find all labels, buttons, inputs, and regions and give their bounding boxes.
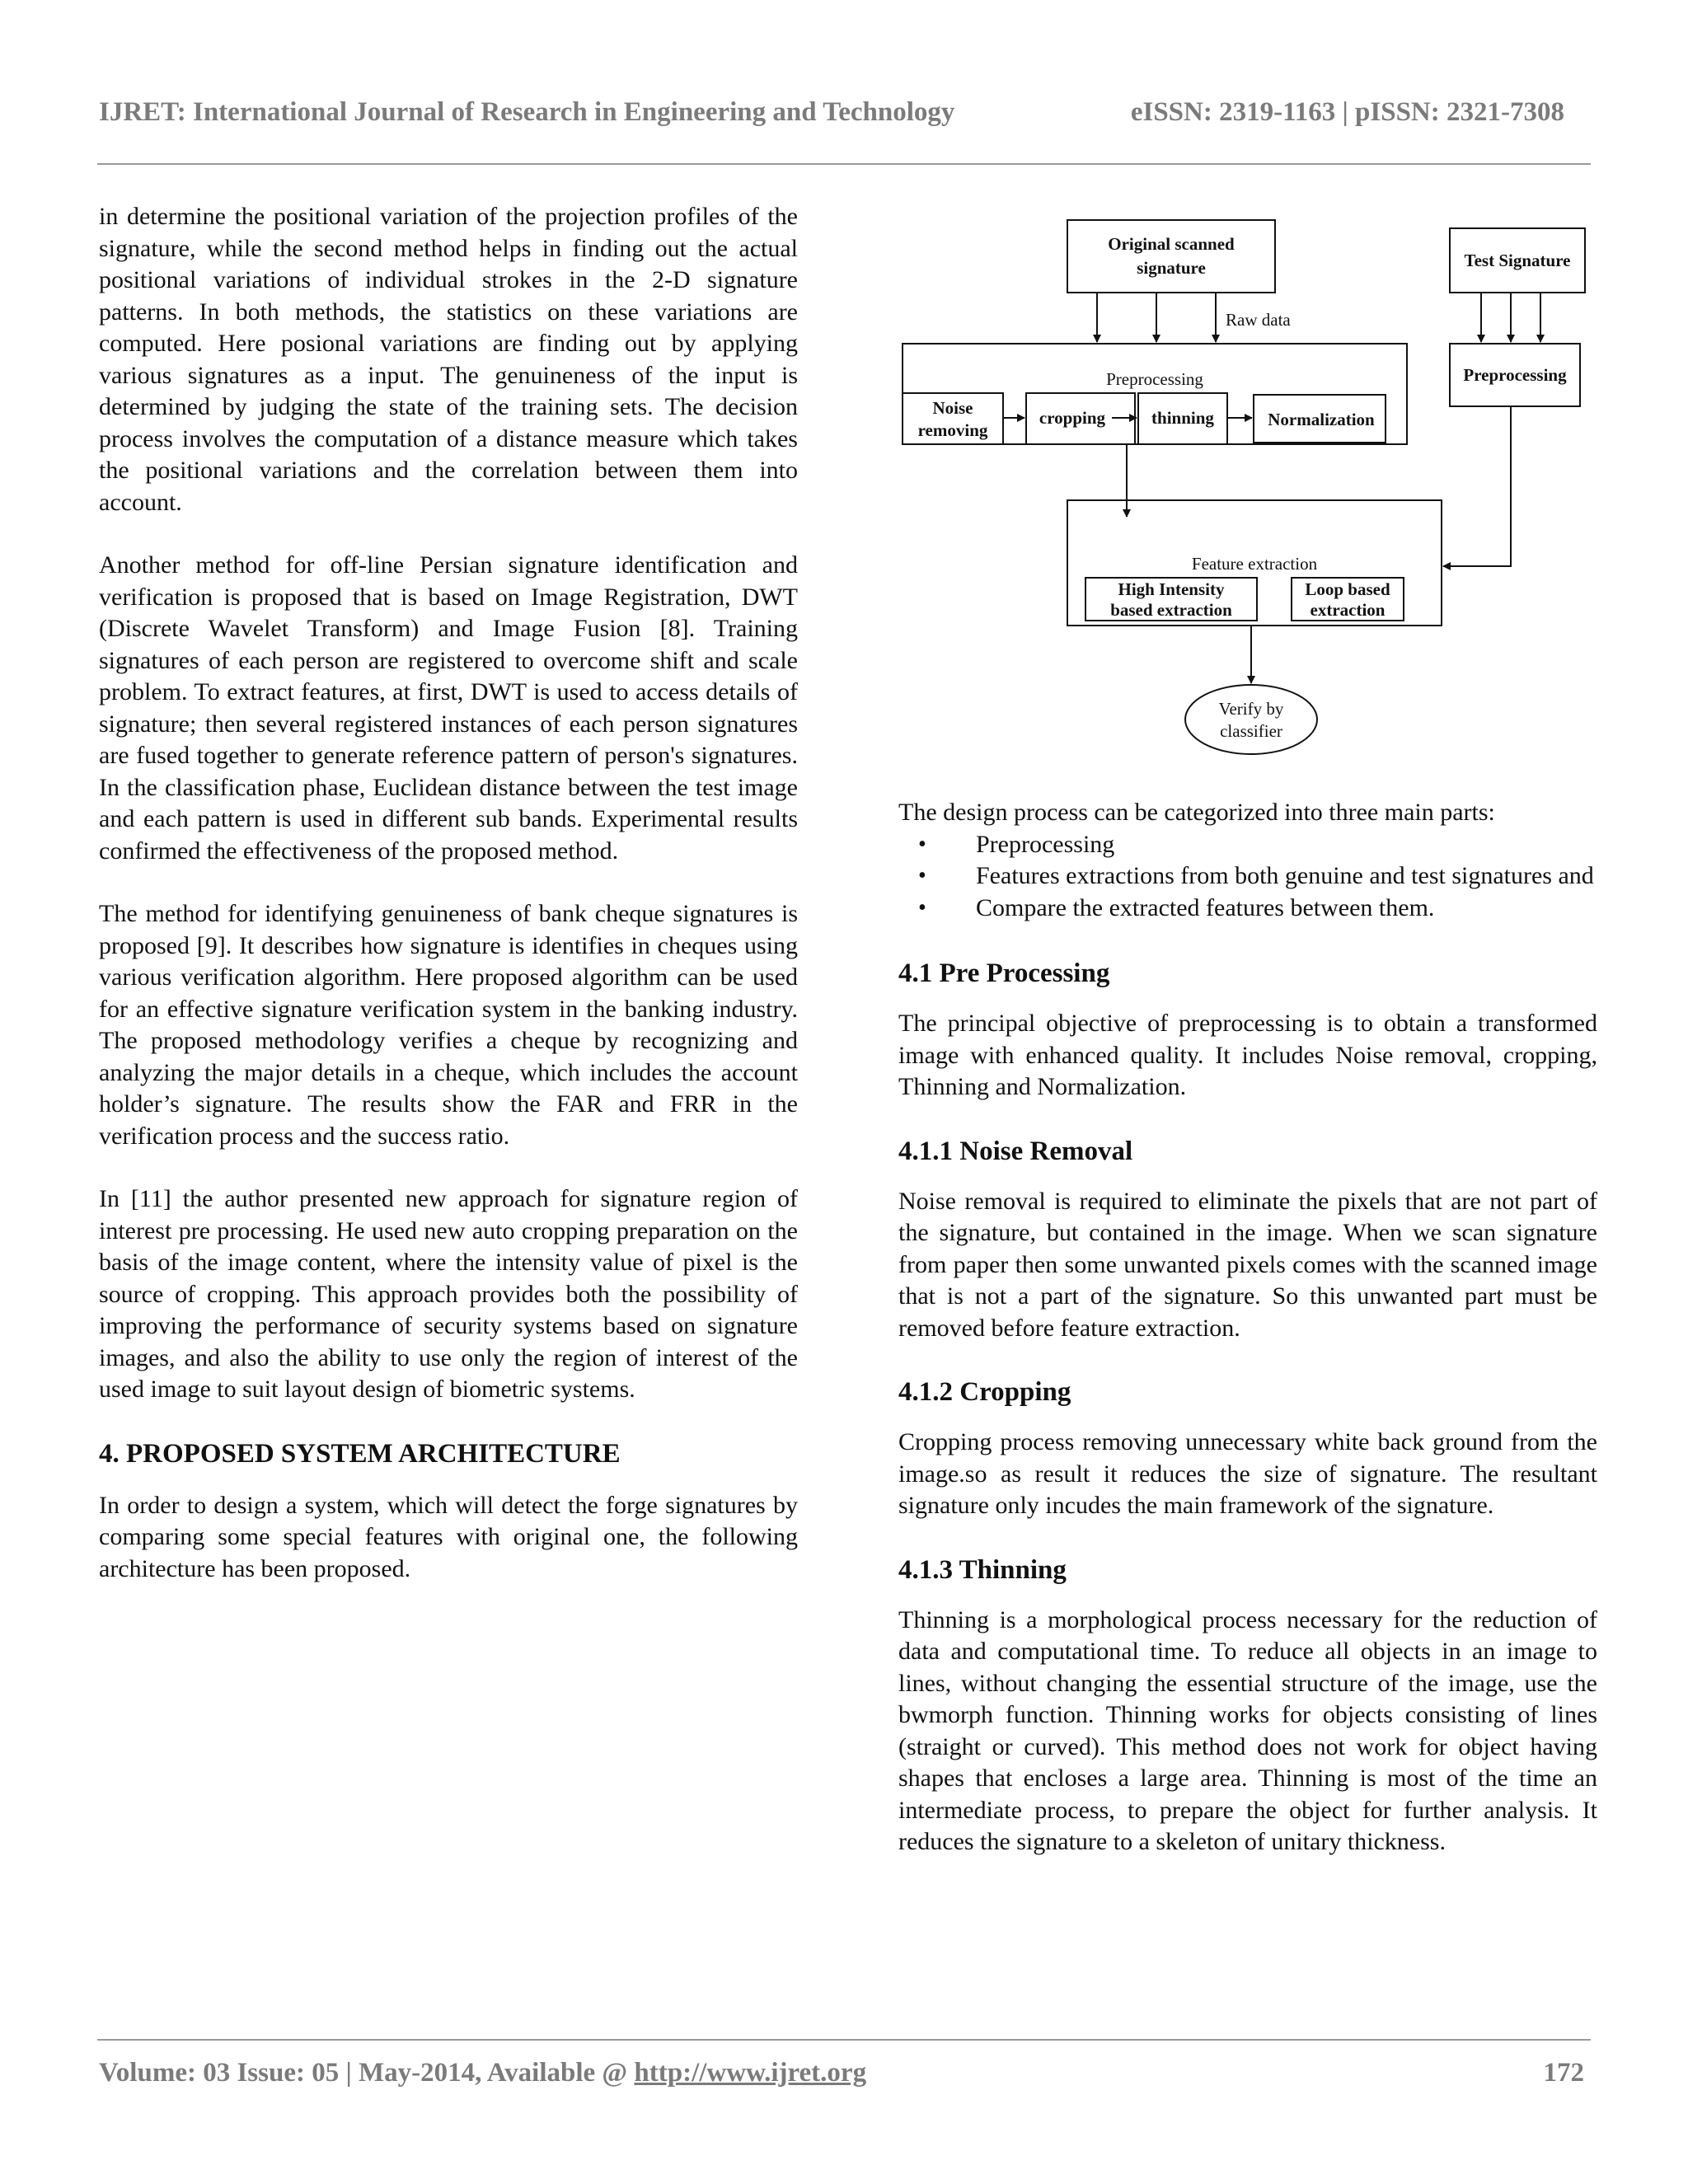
paragraph: The method for identifying genuineness of bank cheque signatures is proposed [9]. It describes how signature is identifies in cheques using various verification algorithm. Here proposed algorithm can be used for an effective signature verification system in the banking industry. The proposed methodology verifies a cheque by recognizing and analyzing the major details in a cheque, which includes the account holder’s signature. The results show the FAR and FRR in the verification process and the success ratio. [99, 900, 798, 1150]
right-column [898, 797, 1597, 1890]
subsection-heading: 4.1.1 Noise Removal [898, 1136, 1133, 1166]
footer-divider [97, 2039, 1591, 2041]
bullet-list [898, 829, 1597, 925]
paragraph: The principal objective of preprocessing is to obtain a transformed image with enhanced quality. It includes Noise removal, cropping, Thinning and Normalization. [898, 1010, 1597, 1100]
header-divider [97, 163, 1591, 165]
list-item: • Preprocessing [898, 829, 1597, 861]
architecture-diagram [894, 210, 1603, 771]
normalization-label: Normalization [1268, 410, 1375, 429]
high-intensity-label-1: High Intensity [1118, 579, 1225, 599]
feature-extraction-label: Feature extraction [1191, 554, 1318, 574]
list-item: • Compare the extracted features between them. [898, 893, 1597, 925]
journal-title: IJRET: International Journal of Research in Engineering and Technology [99, 97, 955, 127]
original-label-2: signature [1137, 258, 1206, 278]
page-number: 172 [1543, 2058, 1584, 2088]
noise-label-2: removing [917, 420, 988, 440]
left-column [99, 201, 798, 1616]
page-footer [99, 2058, 1589, 2096]
subsection-heading: 4.1.3 Thinning [898, 1554, 1067, 1585]
noise-label-1: Noise [932, 398, 973, 418]
section-heading: 4. PROPOSED SYSTEM ARCHITECTURE [99, 1438, 621, 1469]
original-signature-box [1067, 220, 1275, 293]
paragraph: The design process can be categorized into three main parts: [898, 799, 1495, 826]
test-preprocessing-label: Preprocessing [1463, 365, 1567, 385]
thinning-label: thinning [1151, 408, 1214, 428]
subsection-heading: 4.1 Pre Processing [898, 958, 1110, 988]
paragraph: in determine the positional variation of the projection profiles of the signature, while the second method helps in finding out the actual positional variations of individual strokes in the 2-D signature patterns. In both methods, the statistics on these variations are computed. Here posional variations are finding out by applying various signatures as a input. The genuineness of the input is determined by judging the state of the training sets. The decision process involves the computation of a distance measure which takes the positional variations and the correlation between them into account. [99, 203, 798, 516]
paragraph: Noise removal is required to eliminate the pixels that are not part of the signature, but contained in the image. When we scan signature from paper then some unwanted pixels comes with the scanned image that is not a part of the signature. So this unwanted part must be removed before feature extraction. [898, 1187, 1597, 1342]
issn: eISSN: 2319-1163 | pISSN: 2321-7308 [1130, 97, 1564, 127]
journal-link[interactable]: http://www.ijret.org [634, 2058, 867, 2088]
verify-label-2: classifier [1220, 721, 1282, 741]
list-item: • Features extractions from both genuine and test signatures and [898, 860, 1597, 893]
high-intensity-label-2: based extraction [1110, 600, 1232, 620]
paragraph: In [11] the author presented new approach for signature region of interest pre processing. He used new auto cropping preparation on the basis of the image content, where the intensity value of pixel is the source of cropping. This approach provides both the possibility of improving the performance of security systems based on signature images, and also the ability to use only the region of interest of the used image to suit layout design of biometric systems. [99, 1185, 798, 1403]
verify-label-1: Verify by [1218, 699, 1284, 719]
cropping-label: cropping [1039, 408, 1106, 428]
paragraph: Thinning is a morphological process necessary for the reduction of data and computational time. To reduce all objects in an image to lines, without changing the essential structure of the image, use the bwmorph function. Thinning works for objects consisting of lines (straight or curved). This method does not work for object having shapes that encloses a large area. Thinning is most of the time an intermediate process, to prepare the object for further analysis. It reduces the signature to a skeleton of unitary thickness. [898, 1605, 1597, 1855]
paragraph: In order to design a system, which will detect the forge signatures by comparing some special features with original one, the following architecture has been proposed. [99, 1491, 798, 1582]
volume-text: Volume: 03 Issue: 05 | May-2014, Available @ [99, 2058, 628, 2088]
preprocessing-group-label: Preprocessing [1106, 369, 1203, 389]
test-signature-label: Test Signature [1464, 251, 1571, 270]
verify-classifier-ellipse [1185, 685, 1317, 754]
page-header [99, 97, 1589, 137]
original-label-1: Original scanned [1108, 234, 1235, 254]
paragraph: Another method for off-line Persian signature identification and verification is proposed that is based on Image Registration, DWT (Discrete Wavelet Transform) and Image Fusion [8]. Training signatures of each person are registered to overcome shift and scale problem. To extract features, at first, DWT is used to access details of signature; then several registered instances of each person signatures are fused together to generate reference pattern of person's signatures. In the classification phase, Euclidean distance between the test image and each pattern is used in different sub bands. Experimental results confirmed the effectiveness of the proposed method. [99, 551, 798, 865]
paragraph: Cropping process removing unnecessary white back ground from the image.so as result it reduces the size of signature. The resultant signature only incudes the main framework of the signature. [898, 1428, 1597, 1519]
subsection-heading: 4.1.2 Cropping [898, 1377, 1071, 1407]
volume-info [99, 2058, 866, 2088]
raw-data-label: Raw data [1226, 310, 1291, 330]
loop-label-1: Loop based [1305, 579, 1390, 599]
loop-label-2: extraction [1310, 600, 1386, 620]
